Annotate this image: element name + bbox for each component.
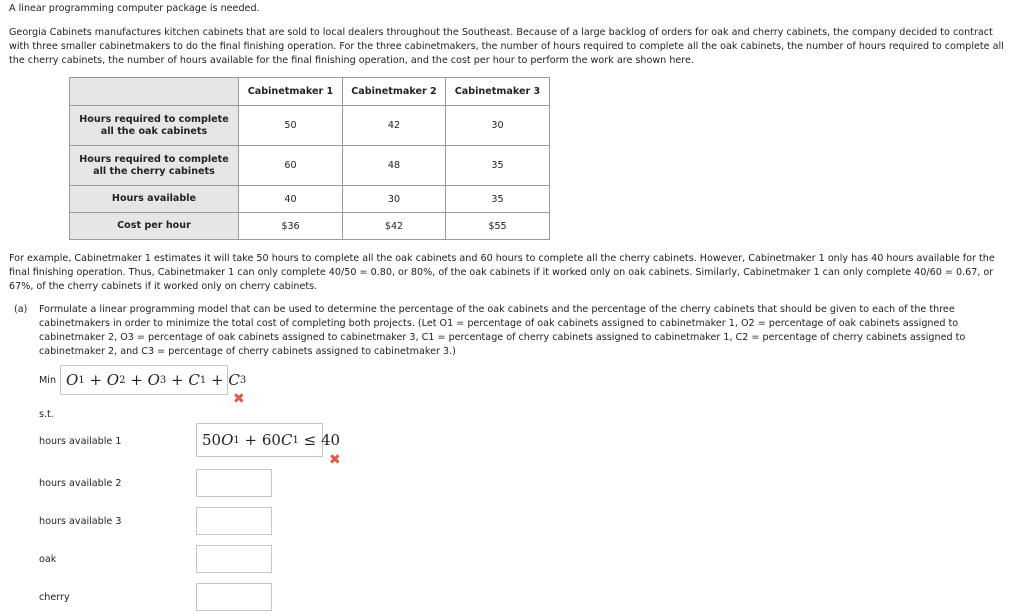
constraint-label: cherry [39,592,70,603]
problem-description: Georgia Cabinets manufactures kitchen cabinets that are sold to local dealers throughout the Southeast. Because of a large backlog of orders for oak and cherry cabinets, the company decided to contract with three smaller cabinetmakers to do the final finishing operation. For the three cabinetmakers, the number of hours required to complete all the oak cabinets, the number of hours required to complete all the cherry cabinets, the number of hours available for the final finishing operation, and the cost per hour to perform the work are shown here. [9,27,1004,66]
table-cell: $36 [239,213,343,240]
table-corner [70,78,239,106]
table-row [70,213,550,240]
table-cell: 30 [343,186,446,213]
constraint-2-input[interactable] [196,469,272,497]
st-label: s.t. [39,409,54,420]
part-a-label: (a) [14,304,28,315]
min-label: Min [39,375,57,386]
constraint-1-input[interactable]: 50 O 1 + 60 C 1 ≤ 40 [196,423,323,457]
objective-input[interactable]: O 1 + O 2 + O 3 + C 1 + C 3 [60,365,228,395]
table-cell: 30 [446,106,550,146]
x-mark-icon: ✖ [233,391,245,407]
constraint-3-input[interactable] [196,507,272,535]
part-a-text: Formulate a linear programming model that can be used to determine the percentage of the oak cabinets and the percentage of the cherry cabinets that should be given to each of the three cabinetmakers in order to minimize the total cost of completing both projects. (Let O1 = percentage of oak cabinets assigned to cabinetmaker 1, O2 = percentage of oak cabinets assigned to cabinetmaker 2, O3 = percentage of oak cabinets assigned to cabinetmaker 3, C1 = percentage of cherry cabinets assigned to cabinetmaker 1, C2 = percentage of cherry cabinets assigned to cabinetmaker 2, and C3 = percentage of cherry cabinets assigned to cabinetmaker 3.) [39,304,966,357]
table-cell: $55 [446,213,550,240]
part-a [14,303,1014,357]
table-cell: $42 [343,213,446,240]
table-cell: 48 [343,146,446,186]
table-cell: 42 [343,106,446,146]
row-header: Cost per hour [70,213,239,240]
table-header-row [70,78,550,106]
intro-text: A linear programming computer package is needed. [9,3,260,14]
table-row [70,146,550,186]
table-cell: 50 [239,106,343,146]
row-header: Hours available [70,186,239,213]
cherry-constraint-input[interactable] [196,583,272,611]
table-cell: 40 [239,186,343,213]
constraint-label: hours available 3 [39,516,122,527]
row-header: Hours required to complete all the cherry cabinets [70,146,239,186]
table-row [70,106,550,146]
example-text: For example, Cabinetmaker 1 estimates it will take 50 hours to complete all the oak cabinets and 60 hours to complete all the cherry cabinets. However, Cabinetmaker 1 only has 40 hours available for the final finishing operation. Thus, Cabinetmaker 1 can only complete 40/50 = 0.80, or 80%, of the oak cabinets if it worked only on oak cabinets. Similarly, Cabinetmaker 1 can only complete 40/60 = 0.67, or 67%, of the cherry cabinets if it worked only on cherry cabinets. [9,253,995,292]
cabinetmaker-table [69,77,550,240]
table-cell: 60 [239,146,343,186]
table-cell: 35 [446,186,550,213]
table-row [70,186,550,213]
column-header: Cabinetmaker 3 [446,78,550,106]
table-cell: 35 [446,146,550,186]
row-header: Hours required to complete all the oak cabinets [70,106,239,146]
constraint-label: hours available 1 [39,436,122,447]
column-header: Cabinetmaker 1 [239,78,343,106]
constraint-label: hours available 2 [39,478,122,489]
column-header: Cabinetmaker 2 [343,78,446,106]
oak-constraint-input[interactable] [196,545,272,573]
constraint-label: oak [39,554,57,565]
x-mark-icon: ✖ [329,452,341,468]
